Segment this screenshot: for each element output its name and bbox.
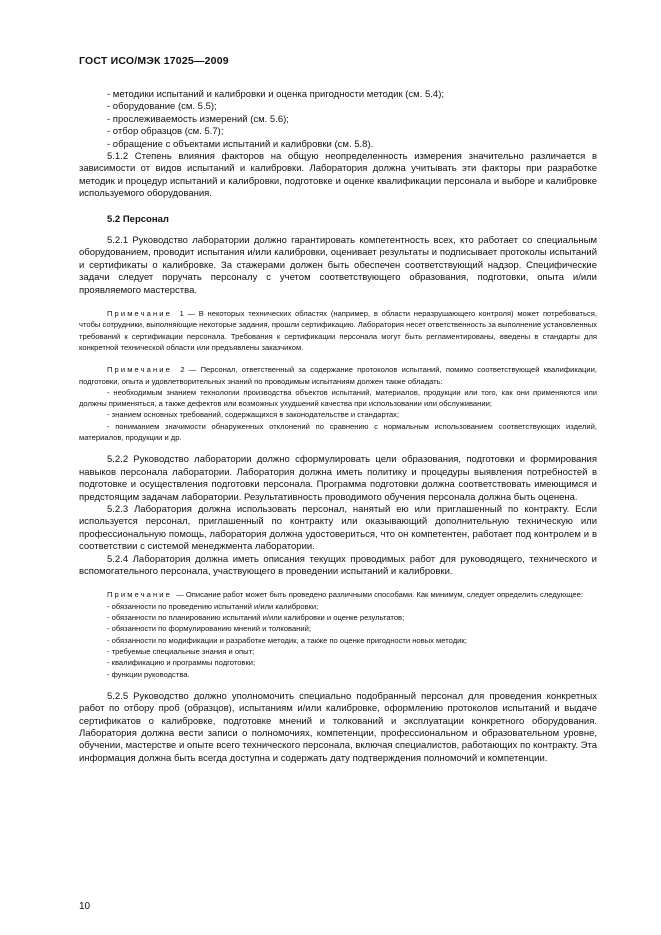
note-1 <box>79 308 597 353</box>
section-heading-5-2: 5.2 Персонал <box>107 213 169 225</box>
note-list-item: - обязанности по формулированию мнений и толкований; <box>107 624 311 634</box>
document-header: ГОСТ ИСО/МЭК 17025—2009 <box>79 55 229 67</box>
note-text: — Описание работ может быть проведено различными способами. Как минимум, следует определить следующее: <box>176 590 583 600</box>
note-list-item: - пониманием значимости обнаруженных отклонений по сравнению с нормальным использованием соответствующих изделий, материалов, продукции и др. <box>79 421 597 443</box>
paragraph-5-2-3: 5.2.3 Лаборатория должна использовать персонал, нанятый ею или приглашенный по контракту. Если используется персонал, приглашенный по контракту или оказывающий дополнительную техническую или профессиональную помощь, лаборатория должна удостовериться, что он компетентен, работает под контролем и в соответствии с системой менеджмента лаборатории. <box>79 503 597 553</box>
note-list-item: - обязанности по модификации и разработке методик, а также по оценке пригодности новых методик; <box>107 635 467 645</box>
note-label: Примечание <box>107 365 172 375</box>
paragraph-5-2-1: 5.2.1 Руководство лаборатории должно гарантировать компетентность всех, кто работает со специальным оборудованием, проводит испытания и/или калибровки, оценивает результаты и подписывает протоколы испытаний и сертификаты о калибровке. За стажерами должен быть обеспечен соответствующий надзор. Специфические задачи следует поручать персоналу с учетом соответствующего образования, подготовки, опыта и/или проявляемого мастерства. <box>79 235 597 296</box>
page-content <box>79 89 597 765</box>
paragraph-5-2-5: 5.2.5 Руководство должно уполномочить специально подобранный персонал для проведения конкретных работ по отбору проб (образцов), испытаниям и/или калибровке, оформлению протоколов испытаний и выдаче сертификатов о калибровке, подготовке мнений и толкований и эксплуатации конкретного оборудования. Лаборатория должна вести записи о полномочиях, компетенции, профессиональном и образовательном уровне, обучении, мастерстве и опыте всего технического персонала, включая специалистов, работающих по контракту. Эта информация должна быть всегда доступна и содержать дату подтверждения полномочий и компетенции. <box>79 690 597 764</box>
list-item: - обращение с объектами испытаний и калибровки (см. 5.8). <box>107 138 374 150</box>
paragraph-5-2-4: 5.2.4 Лаборатория должна иметь описания текущих проводимых работ для руководящего, технического и вспомогательного персонала, участвующего в проведении испытаний и калибровки. <box>79 553 597 578</box>
list-item: - оборудование (см. 5.5); <box>107 101 217 113</box>
paragraph-5-2-2: 5.2.2 Руководство лаборатории должно сформулировать цели образования, подготовки и формирования навыков персонала лаборатории. Лаборатория должна иметь политику и процедуры выявления потребностей в подготовке и осуществления подготовки персонала. Программа подготовки должна соответствовать имеющимся и предстоящим задачам лаборатории. Результативность проводимого обучения персонала должна быть оценена. <box>79 454 597 503</box>
note-text: 1 — В некоторых технических областях (например, в области неразрушающего контроля) может потребоваться, чтобы сотрудники, выполняющие некоторые задания, прошли сертификацию. Лаборатория несет ответственность за выполнение установленных требований к сертификации персонала. Требования к сертификации персонала могут быть регламентированы, введены в стандарты для конкретной технической области или предъявлены заказчиком. <box>79 309 597 352</box>
paragraph-5-1-2: 5.1.2 Степень влияния факторов на общую неопределенность измерения значительно различается в зависимости от видов испытаний и калибровки. Лаборатория должна учитывать эти факторы при разработке методик и процедур испытаний и калибровки, подготовке и оценке квалификации персонала и выборе и калибровке используемого оборудования. <box>79 151 597 200</box>
note-list-item: - квалификацию и программы подготовки; <box>107 658 256 668</box>
note-list-item: - знанием основных требований, содержащихся в законодательстве и стандартах; <box>107 410 400 420</box>
note-label: Примечание <box>107 590 172 600</box>
note-list-item: - требуемые специальные знания и опыт; <box>107 646 255 656</box>
list-item: - отбор образцов (см. 5.7); <box>107 126 224 138</box>
list-item: - прослеживаемость измерений (см. 5.6); <box>107 113 289 125</box>
top-list <box>79 89 597 201</box>
note-list-item: - обязанности по проведению испытаний и/или калибровки; <box>107 601 319 611</box>
note-list-item: - необходимым знанием технологии производства объектов испытаний, материалов, продукции или того, как они применяются или должны применяться, а также дефектов или возможных ухудшений качества при использовании или обслуживании; <box>79 387 597 409</box>
note-list-item: - обязанности по планированию испытаний и/или калибровки и оценке результатов; <box>107 613 405 623</box>
page-number: 10 <box>79 901 91 912</box>
note-list-item: - функции руководства. <box>107 669 190 679</box>
list-item: - методики испытаний и калибровки и оценка пригодности методик (см. 5.4); <box>107 89 444 100</box>
note-text: 2 — Персонал, ответственный за содержание протоколов испытаний, помимо соответствующей квалификации, подготовки, опыта и удовлетворительных знаний по проводимым испытаниям должен также обладать: <box>79 365 597 386</box>
note-2 <box>79 364 597 443</box>
note-label: Примечание <box>107 309 172 319</box>
note-3 <box>79 589 597 679</box>
